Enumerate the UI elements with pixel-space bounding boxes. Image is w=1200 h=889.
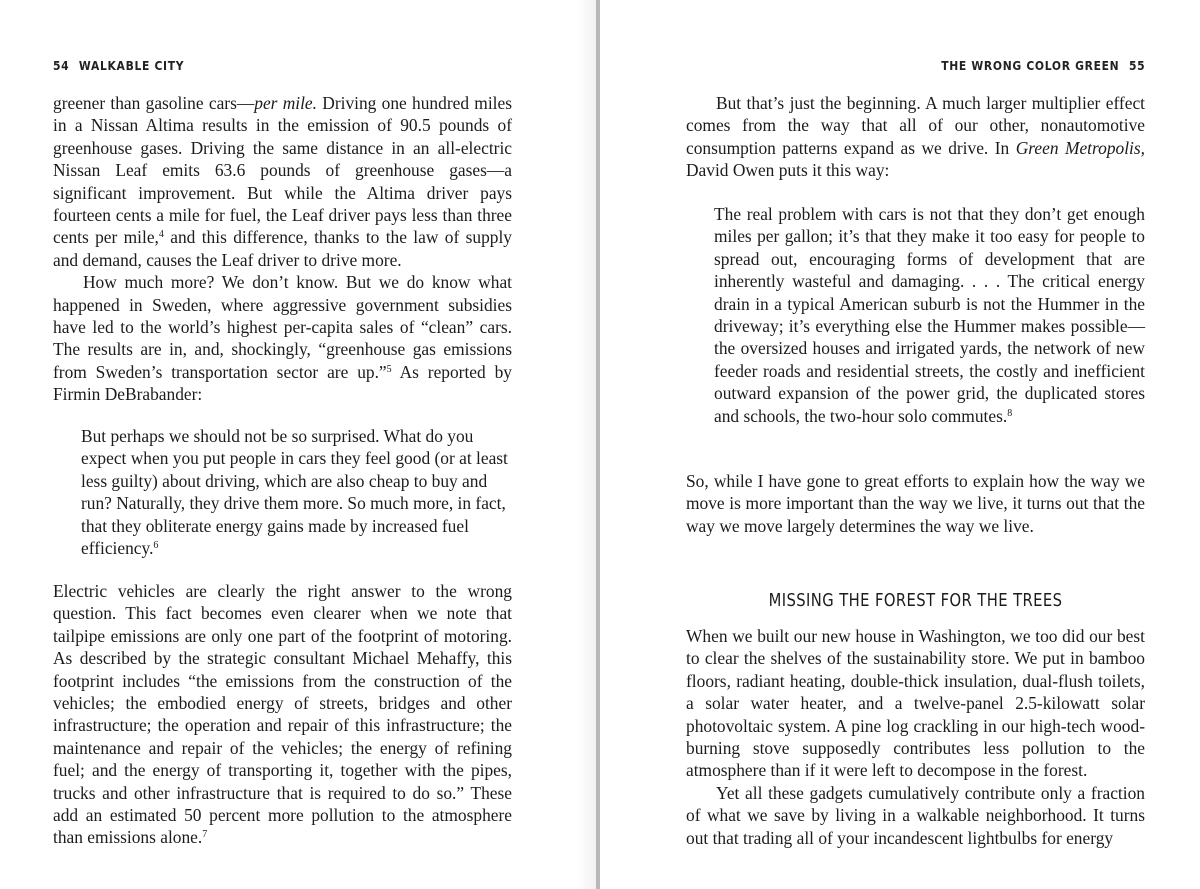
right-paragraph-1: But that’s just the beginning. A much larger multiplier effect comes from the way that all of our other, nonautomotive consumption patterns expand as we drive. In Green Metropolis, David Owen puts it this way: bbox=[686, 93, 1146, 181]
right-page bbox=[600, 0, 1200, 889]
footnote-ref-7: 7 bbox=[202, 829, 208, 841]
right-running-head: THE WRONG COLOR GREEN bbox=[940, 58, 1120, 73]
right-running-header bbox=[941, 58, 1145, 73]
left-paragraph-2: How much more? We don’t know. But we do know what happened in Sweden, where aggressive government subsidies have led to the world’s highest per-capita sales of “clean” cars. The results are in, and, shockingly, “greenhouse gas emissions from Sweden’s transportation sector are up.”$^5$ As reported by Firmin DeBrabander: bbox=[53, 272, 512, 405]
right-block-quote: The real problem with cars is not that they don’t get enough miles per gallon; it’s that they make it too easy for people to spread out, encouraging forms of development that are inherently wasteful and damaging. . . . The critical energy drain in a typical American suburb is not the Hummer in the driveway; it’s everything else the Hummer makes possible—the oversized houses and irrigated yards, the network of new feeder roads and residential streets, the costly and inefficient outward expansion of the power grid, the duplicated stores and schools, the two-hour solo commutes.$^8$ bbox=[714, 204, 1145, 426]
footnote-ref-5: 5 bbox=[386, 363, 392, 375]
right-paragraph-2: So, while I have gone to great efforts to explain how the way we move is more important than the way we live, it turns out that the way we move largely determines the way we live. bbox=[686, 471, 1145, 536]
left-paragraph-3: Electric vehicles are clearly the right answer to the wrong question. This fact becomes even clearer when we note that tailpipe emissions are only one part of the footprint of motoring. As described by the strategic consultant Michael Mehaffy, this footprint includes “the emissions from the construction of the vehicles; the embodied energy of streets, bridges and other infrastructure; the operation and repair of this infrastructure; the maintenance and repair of the vehicles; the energy of refining fuel; and the energy of transporting it, together with the pipes, trucks and other infrastructure that is required to do so.” These add an estimated 50 percent more pollution to the atmosphere than emissions alone.$^7$ bbox=[53, 581, 512, 848]
left-page-number: 54 bbox=[53, 58, 70, 73]
left-page bbox=[0, 0, 596, 889]
left-running-header bbox=[53, 58, 184, 73]
footnote-ref-6: 6 bbox=[153, 540, 159, 552]
gutter-shadow bbox=[576, 0, 596, 889]
section-heading: MISSING THE FOREST FOR THE TREES bbox=[768, 590, 1063, 611]
footnote-ref-4: 4 bbox=[158, 229, 164, 241]
right-paragraph-4: Yet all these gadgets cumulatively contribute only a fraction of what we save by living in a walkable neighborhood. It turns out that trading all of your incandescent lightbulbs for energy bbox=[686, 782, 1145, 848]
left-block-quote: But perhaps we should not be so surprised. What do you expect when you put people in cars they feel good (or at least less guilty) about driving, which are also cheap to buy and run? Naturally, they drive them more. So much more, in fact, that they obliterate energy gains made by increased fuel efficiency.$^6$ bbox=[81, 426, 508, 559]
footnote-ref-8: 8 bbox=[1007, 407, 1013, 419]
left-body-text bbox=[53, 92, 512, 406]
left-paragraph-1: greener than gasoline cars—per mile. Driving one hundred miles in a Nissan Altima results in the emission of 90.5 pounds of greenhouse gases. Driving the same distance in an all-electric Nissan Leaf emits 63.6 pounds of greenhouse gases—a significant improvement. But while the Altima driver pays fourteen cents a mile for fuel, the Leaf driver pays less than three cents per mile,$^4$ and this difference, thanks to the law of supply and demand, causes the Leaf driver to drive more. bbox=[53, 93, 512, 270]
right-page-number: 55 bbox=[1128, 58, 1145, 73]
right-paragraph-3: When we built our new house in Washington, we too did our best to clear the shelves of the sustainability store. We put in bamboo floors, radiant heating, double-thick insulation, dual-flush toilets, a solar water heater, and a twelve-panel 2.5-kilowatt solar photovoltaic system. A pine log crackling in our high-tech wood-burning stove supposedly contributes less pollution to the atmosphere than if it were left to decompose in the forest. bbox=[686, 626, 1145, 781]
left-running-head: WALKABLE CITY bbox=[78, 58, 185, 73]
right-body-text-2 bbox=[686, 625, 1145, 849]
section-heading-block bbox=[686, 590, 1145, 612]
